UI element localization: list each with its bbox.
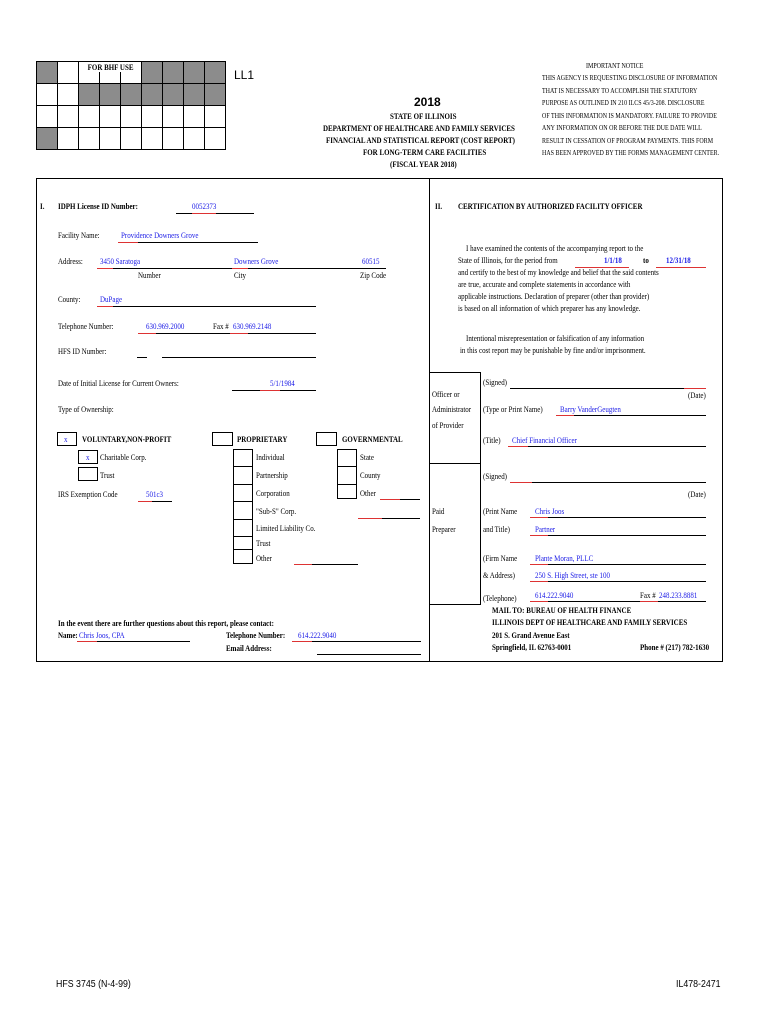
bhf-use-label: FOR BHF USE xyxy=(87,62,134,72)
zip-value[interactable]: 60515 xyxy=(362,256,380,266)
contact-tel-label: Telephone Number: xyxy=(226,630,286,640)
preparer-label-1: Paid xyxy=(432,506,445,516)
governmental-label: GOVERNMENTAL xyxy=(342,434,403,444)
proprietary-checkbox[interactable] xyxy=(212,432,233,446)
title-line-1: STATE OF ILLINOIS xyxy=(390,111,457,121)
period-to[interactable]: 12/31/18 xyxy=(666,255,691,265)
zip-caption: Zip Code xyxy=(360,270,387,280)
fax-value[interactable]: 630.969.2148 xyxy=(233,321,272,331)
preparer-date-label: (Date) xyxy=(688,489,706,499)
mail-phone: Phone # (217) 782-1630 xyxy=(640,642,710,652)
facility-value[interactable]: Providence Downers Grove xyxy=(121,230,199,240)
cert-line-4: are true, accurate and complete statements in accordance with xyxy=(458,279,631,289)
officer-print-label: (Type or Print Name) xyxy=(483,404,543,414)
cert-line-3: and certify to the best of my knowledge and belief that the said contents xyxy=(458,267,659,277)
prop-llc: Limited Liability Co. xyxy=(256,523,316,533)
preparer-signature-field[interactable] xyxy=(510,482,706,483)
officer-box xyxy=(429,372,481,464)
warning-line-2: in this cost report may be punishable by fine and/or imprisonment. xyxy=(460,345,646,355)
city-caption: City xyxy=(234,270,247,280)
preparer-phone-label: (Telephone) xyxy=(483,593,517,603)
title-line-3: FINANCIAL AND STATISTICAL REPORT (COST REPORT) xyxy=(326,135,515,145)
cert-line-6: is based on all information of which preparer has any knowledge. xyxy=(458,303,641,313)
period-from[interactable]: 1/1/18 xyxy=(604,255,622,265)
address-label: Address: xyxy=(58,256,83,266)
preparer-phone[interactable]: 614.222.9040 xyxy=(535,590,574,600)
preparer-title[interactable]: Partner xyxy=(535,524,556,534)
county-label: County: xyxy=(58,294,81,304)
mail-line-4: Springfield, IL 62763-0001 xyxy=(492,642,572,652)
report-year: 2018 xyxy=(414,95,441,109)
gov-other: Other xyxy=(360,488,376,498)
officer-signature-field[interactable] xyxy=(510,388,706,389)
officer-label-1: Officer or xyxy=(432,389,460,399)
hfs-id-field-b[interactable] xyxy=(162,357,316,358)
prop-individual: Individual xyxy=(256,452,285,462)
voluntary-label: VOLUNTARY,NON-PROFIT xyxy=(82,434,172,444)
preparer-signed-label: (Signed) xyxy=(483,471,508,481)
cert-line-2: State of Illinois, for the period from xyxy=(458,255,558,265)
contact-name-label: Name: xyxy=(58,630,78,640)
preparer-fax[interactable]: 248.233.8881 xyxy=(659,590,698,600)
footer-code: IL478-2471 xyxy=(676,979,721,990)
preparer-name[interactable]: Chris Joos xyxy=(535,506,565,516)
mail-line-1: MAIL TO: BUREAU OF HEALTH FINANCE xyxy=(492,605,632,615)
governmental-checkbox[interactable] xyxy=(316,432,337,446)
officer-title-label: (Title) xyxy=(483,435,501,445)
officer-name[interactable]: Barry VanderGeugten xyxy=(560,404,621,414)
contact-email-field[interactable] xyxy=(317,654,421,655)
county-value[interactable]: DuPage xyxy=(100,294,123,304)
gov-state: State xyxy=(360,452,374,462)
street-value[interactable]: 3450 Saratoga xyxy=(100,256,141,266)
mail-line-2: ILLINOIS DEPT OF HEALTHCARE AND FAMILY SERVICES xyxy=(492,617,688,627)
charitable-label: Charitable Corp. xyxy=(100,452,147,462)
title-line-2: DEPARTMENT OF HEALTHCARE AND FAMILY SERVICES xyxy=(323,123,515,133)
preparer-print-label: (Print Name xyxy=(483,506,518,516)
officer-title[interactable]: Chief Financial Officer xyxy=(512,435,577,445)
prop-other: Other xyxy=(256,553,272,563)
contact-tel-value[interactable]: 614.222.9040 xyxy=(298,630,337,640)
period-to-label: to xyxy=(643,255,649,265)
irs-value[interactable]: 501c3 xyxy=(146,489,164,499)
irs-label: IRS Exemption Code xyxy=(58,489,118,499)
preparer-and-title-label: and Title) xyxy=(483,524,510,534)
officer-label-2: Administrator xyxy=(432,404,472,414)
hfs-id-label: HFS ID Number: xyxy=(58,346,107,356)
charitable-checkbox[interactable]: x xyxy=(78,450,98,464)
section-2-number: II. xyxy=(435,201,443,211)
warning-line-1: Intentional misrepresentation or falsification of any information xyxy=(466,333,645,343)
governmental-options-box[interactable] xyxy=(337,449,357,499)
officer-date-label: (Date) xyxy=(688,390,706,400)
ownership-label: Type of Ownership: xyxy=(58,404,114,414)
footer-form-number: HFS 3745 (N-4-99) xyxy=(56,979,131,990)
prop-trust: Trust xyxy=(256,538,271,548)
mail-line-3: 201 S. Grand Avenue East xyxy=(492,630,570,640)
title-line-4: FOR LONG-TERM CARE FACILITIES xyxy=(363,147,487,157)
city-value[interactable]: Downers Grove xyxy=(234,256,279,266)
trust-checkbox[interactable] xyxy=(78,467,98,481)
proprietary-label: PROPRIETARY xyxy=(237,434,288,444)
firm-name-label: (Firm Name xyxy=(483,553,518,563)
phone-label: Telephone Number: xyxy=(58,321,114,331)
contact-email-label: Email Address: xyxy=(226,643,272,653)
contact-name-value[interactable]: Chris Joos, CPA xyxy=(79,630,125,640)
cert-line-5: applicable instructions. Declaration of preparer (other than provider) xyxy=(458,291,650,301)
preparer-fax-label: Fax # xyxy=(640,590,656,600)
prop-partnership: Partnership xyxy=(256,470,288,480)
phone-value[interactable]: 630.969.2000 xyxy=(146,321,185,331)
prop-subs: "Sub-S" Corp. xyxy=(256,506,297,516)
license-label: IDPH License ID Number: xyxy=(58,201,138,211)
initial-license-value[interactable]: 5/1/1984 xyxy=(270,378,295,388)
officer-signed-label: (Signed) xyxy=(483,377,508,387)
section-2-title: CERTIFICATION BY AUTHORIZED FACILITY OFFICER xyxy=(458,201,643,211)
trust-label: Trust xyxy=(100,470,115,480)
license-value[interactable]: 0052373 xyxy=(192,201,217,211)
hfs-id-field-a[interactable] xyxy=(137,357,147,358)
voluntary-checkbox[interactable]: x xyxy=(57,432,77,446)
preparer-box xyxy=(429,463,481,605)
firm-address[interactable]: 250 S. High Street, ste 100 xyxy=(535,570,610,580)
facility-label: Facility Name: xyxy=(58,230,100,240)
officer-label-3: of Provider xyxy=(432,420,464,430)
form-code: LL1 xyxy=(234,68,255,82)
contact-line: In the event there are further questions about this report, please contact: xyxy=(58,618,274,628)
cert-line-1: I have examined the contents of the accompanying report to the xyxy=(466,243,644,253)
number-caption: Number xyxy=(138,270,161,280)
bhf-use-grid xyxy=(36,61,226,150)
prop-corporation: Corporation xyxy=(256,488,290,498)
preparer-label-2: Preparer xyxy=(432,524,456,534)
initial-license-label: Date of Initial License for Current Owners: xyxy=(58,378,179,388)
firm-name[interactable]: Plante Moran, PLLC xyxy=(535,553,594,563)
firm-address-label: & Address) xyxy=(483,570,515,580)
title-line-5: (FISCAL YEAR 2018) xyxy=(390,159,457,169)
fax-label: Fax # xyxy=(213,321,229,331)
section-1-number: I. xyxy=(40,201,45,211)
gov-county: County xyxy=(360,470,381,480)
